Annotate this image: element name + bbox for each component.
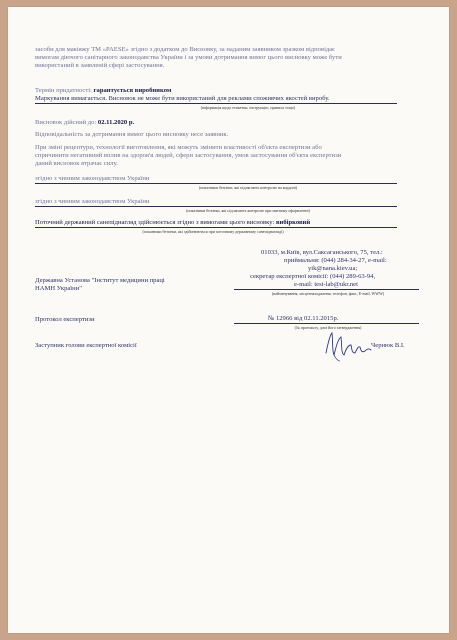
change-line-3: даний висновок втрачає силу.: [35, 160, 118, 167]
shelf-life-row: [35, 87, 171, 95]
institution-name-line-2: НАМН України": [35, 285, 82, 292]
marking-text: Маркування вимагається. Висновок не може бути використаний для реклами споживчих якостей виробу.: [35, 95, 330, 102]
supervision-caption: (показники безпеки, які здійснюються при поточному державному санепіднагляді): [142, 229, 284, 234]
intro-line-2: вимогам діючого санітарного законодавства України і за умови дотримання вимог цього висновку може бути: [35, 54, 342, 61]
address-underline: [234, 289, 419, 290]
institution-name-line-1: Державна Установа "Інститут медицини праці: [35, 277, 165, 284]
address-caption: (найменування, місцезнаходження, телефон, факс, E-mail, WWW): [271, 291, 385, 296]
customs-control-text: згідно з чинним законодавством України: [35, 198, 150, 205]
supervision-label: Поточний державний санепіднагляд здійснюється згідно з вимогами цього висновку:: [35, 219, 275, 226]
supervision-row: [35, 219, 310, 227]
document-page: [8, 7, 449, 633]
marking-underline: [35, 103, 397, 104]
protocol-caption: (№ протоколу, дата його затвердження): [294, 325, 362, 330]
signer-name: Чернюк В.І.: [371, 342, 405, 349]
border-control-caption: (показники безпеки, які підлягають контролю на кордоні): [198, 185, 298, 190]
validity-label: Висновок дійсний до:: [35, 119, 97, 126]
validity-date: 02.11.2020 р.: [97, 119, 135, 126]
protocol-number: № 12966 від 02.11.2015р.: [268, 315, 339, 322]
change-line-2: спричинити негативний вплив на здоров'я людей, сфери застосування, умов застосування об'єкта експертизи: [35, 152, 342, 159]
supervision-underline: [35, 227, 397, 228]
intro-line-1: засоби для макіяжу ТМ «PAESE» згідно з додатком до Висновку, за наданим заявником зразком відповідає: [35, 46, 336, 53]
customs-control-caption: (показники безпеки, які підлягають контролю при митному оформленні): [186, 208, 310, 213]
address-line-3: yik@nana.kiev.ua;: [308, 265, 358, 272]
handwritten-signature: [320, 325, 380, 365]
signer-label: Заступник голови експертної комісії: [35, 342, 137, 349]
change-line-1: При зміні рецептури, технології виготовлення, які можуть змінити властивості об'єкта експертизи або: [35, 144, 322, 151]
shelf-life-label: Термін придатності:: [35, 87, 92, 94]
supervision-value: вибірковий: [275, 219, 311, 226]
responsibility-text: Відповідальність за дотримання вимог цього висновку несе заявник.: [35, 131, 229, 138]
shelf-life-value: гарантується виробником: [93, 87, 172, 94]
protocol-label: Протокол експертизи: [35, 316, 95, 323]
address-line-2: приймальня: (044) 284-34-27, e-mail:: [284, 257, 387, 264]
marking-caption: (інформація щодо етикетки, інструкцію, правила тощо): [200, 105, 296, 110]
address-line-4: секретар експертної комісії: (044) 289-63-94,: [250, 273, 376, 280]
intro-line-3: використаний в заявленій сфері застосування.: [35, 62, 165, 69]
border-control-text: згідно з чинним законодавством України: [35, 175, 150, 182]
customs-control-underline: [35, 206, 397, 207]
address-line-5: e-mail: test-lab@ukr.net: [294, 281, 358, 288]
validity-row: [35, 119, 134, 127]
protocol-underline: [234, 323, 419, 324]
address-line-1: 01033, м.Київ, вул.Саксаганського, 75, тел.:: [261, 249, 383, 256]
border-control-underline: [35, 183, 397, 184]
